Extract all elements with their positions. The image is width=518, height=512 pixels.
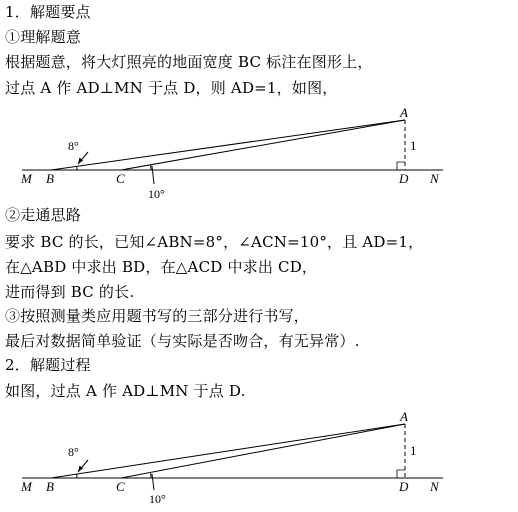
- label-b: B: [46, 171, 54, 186]
- text-line: 进而得到 BC 的长.: [5, 282, 134, 302]
- label-d: D: [398, 171, 409, 186]
- label-c: C: [116, 479, 125, 494]
- label-angle-10: 10°: [149, 492, 166, 506]
- label-ad-length: 1: [410, 138, 417, 153]
- label-n: N: [429, 479, 440, 494]
- label-angle-8: 8°: [68, 445, 79, 459]
- text-line: 在△ABD 中求出 BD，在△ACD 中求出 CD，: [5, 257, 317, 277]
- label-b: B: [46, 479, 54, 494]
- ray-ac: [121, 424, 405, 478]
- label-c: C: [116, 171, 125, 186]
- label-angle-8: 8°: [68, 139, 79, 153]
- text-line: 如图，过点 A 作 AD⊥MN 于点 D.: [5, 381, 246, 401]
- heading-solution: 2．解题过程: [5, 355, 91, 375]
- subheading-understand: ①理解题意: [5, 27, 81, 47]
- label-d: D: [398, 479, 409, 494]
- label-ad-length: 1: [410, 443, 417, 458]
- angle-arc-c: [151, 473, 152, 479]
- text-line: 要求 BC 的长，已知∠ABN=8°，∠ACN=10°，且 AD=1，: [5, 232, 423, 252]
- geometry-figure-1: [0, 104, 518, 214]
- angle-pointer-c: [152, 474, 154, 490]
- ray-ac: [121, 120, 405, 170]
- ray-ab: [51, 424, 405, 478]
- heading-key-points: 1．解题要点: [5, 2, 91, 22]
- label-n: N: [429, 171, 440, 186]
- right-angle-mark: [397, 470, 405, 478]
- right-angle-mark: [397, 162, 405, 170]
- geometry-figure-2: [0, 402, 518, 512]
- text-line: 根据题意，将大灯照亮的地面宽度 BC 标注在图形上，: [5, 52, 373, 72]
- label-m: M: [20, 479, 33, 494]
- label-a: A: [399, 409, 408, 424]
- subheading-approach: ②走通思路: [5, 205, 81, 225]
- text-line: ③按照测量类应用题书写的三部分进行书写，: [5, 306, 309, 326]
- label-m: M: [20, 171, 33, 186]
- angle-pointer-c: [152, 166, 154, 184]
- label-angle-10: 10°: [148, 187, 165, 201]
- label-a: A: [399, 105, 408, 120]
- text-line: 最后对数据简单验证（与实际是否吻合，有无异常）.: [5, 331, 360, 351]
- text-line: 过点 A 作 AD⊥MN 于点 D，则 AD=1，如图，: [5, 78, 338, 98]
- ray-ab: [51, 120, 405, 170]
